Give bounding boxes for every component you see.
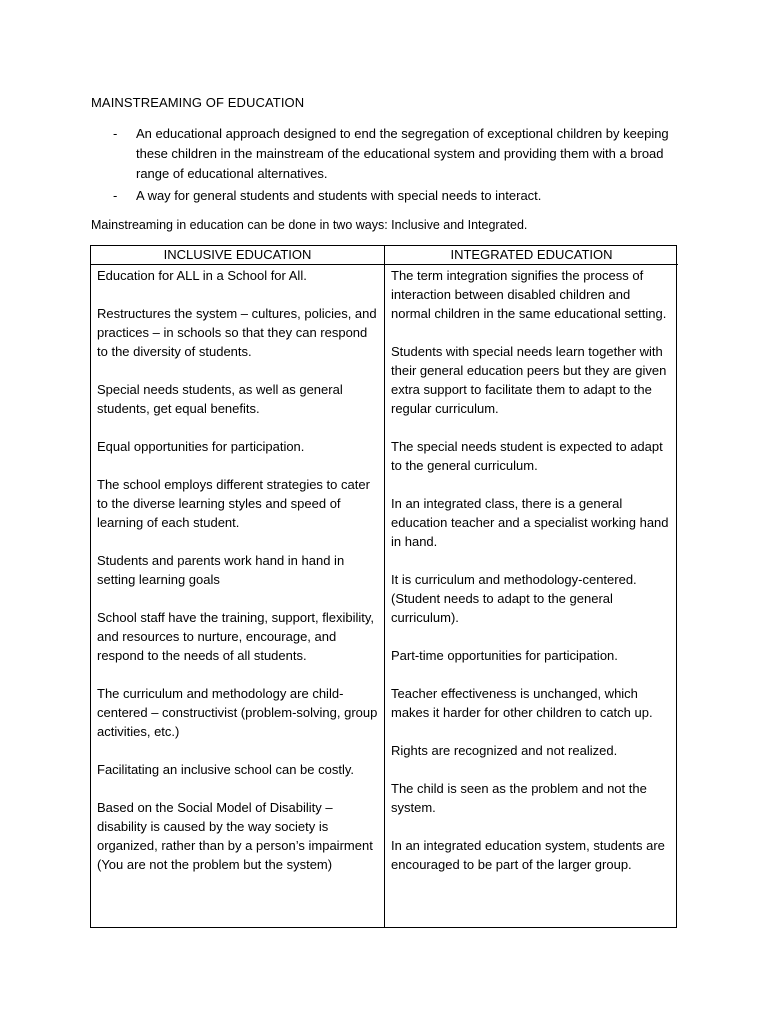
table-cell-text: Facilitating an inclusive school can be costly. [97,762,354,777]
bullet-dash: - [113,188,118,203]
table-cell-text: The child is seen as the problem and not the system. [391,781,647,815]
table-cell-text: The special needs student is expected to adapt to the general curriculum. [391,439,663,473]
page-title: MAINSTREAMING OF EDUCATION [91,95,305,110]
list-item-text: A way for general students and students with special needs to interact. [136,188,542,203]
list-item [91,124,691,184]
table-cell-text: The term integration signifies the process of interaction between disabled children and normal children in the same educational setting. [391,268,667,321]
table-header-integrated: INTEGRATED EDUCATION [385,246,678,265]
table-cell-text: In an integrated education system, students are encouraged to be part of the larger group. [391,838,665,872]
integrated-column [385,265,678,927]
list-item [91,186,691,206]
table-cell-text: School staff have the training, support, flexibility, and resources to nurture, encourage, and respond to the needs of all students. [97,610,375,663]
table-cell-text: It is curriculum and methodology-centered. (Student needs to adapt to the general curriculum). [391,572,637,625]
table-cell-text: Equal opportunities for participation. [97,439,305,454]
inclusive-column [91,265,385,927]
table-cell-text: Part-time opportunities for participation. [391,648,618,663]
table-cell-text: Based on the Social Model of Disability – disability is caused by the way society is organized, rather than by a person’s impairment (You are not the problem but the system) [97,800,373,872]
table-cell-text: Restructures the system – cultures, policies, and practices – in schools so that they can respond to the diversity of students. [97,306,377,359]
table-cell-text: The school employs different strategies to cater to the diverse learning styles and speed of learning of each student. [97,477,370,530]
table-cell-text: Rights are recognized and not realized. [391,743,618,758]
definition-list [91,124,691,208]
table-cell-text: Students and parents work hand in hand in setting learning goals [97,553,345,587]
table-cell-text: The curriculum and methodology are child-centered – constructivist (problem-solving, group activities, etc.) [97,686,378,739]
list-item-text: An educational approach designed to end the segregation of exceptional children by keeping these children in the mainstream of the educational system and providing them with a broad range of educational alternatives. [136,126,669,181]
table-cell-text: Education for ALL in a School for All. [97,268,307,283]
intro-paragraph: Mainstreaming in education can be done in two ways: Inclusive and Integrated. [91,218,528,232]
table-cell-text: Special needs students, as well as general students, get equal benefits. [97,382,343,416]
table-cell-text: In an integrated class, there is a general education teacher and a specialist working hand in hand. [391,496,669,549]
table-cell-text: Teacher effectiveness is unchanged, which makes it harder for other children to catch up. [391,686,653,720]
comparison-table [90,245,677,928]
table-header-inclusive: INCLUSIVE EDUCATION [91,246,385,265]
bullet-dash: - [113,126,118,141]
table-cell-text: Students with special needs learn together with their general education peers but they are given extra support to facilitate them to adapt to the regular curriculum. [391,344,667,416]
